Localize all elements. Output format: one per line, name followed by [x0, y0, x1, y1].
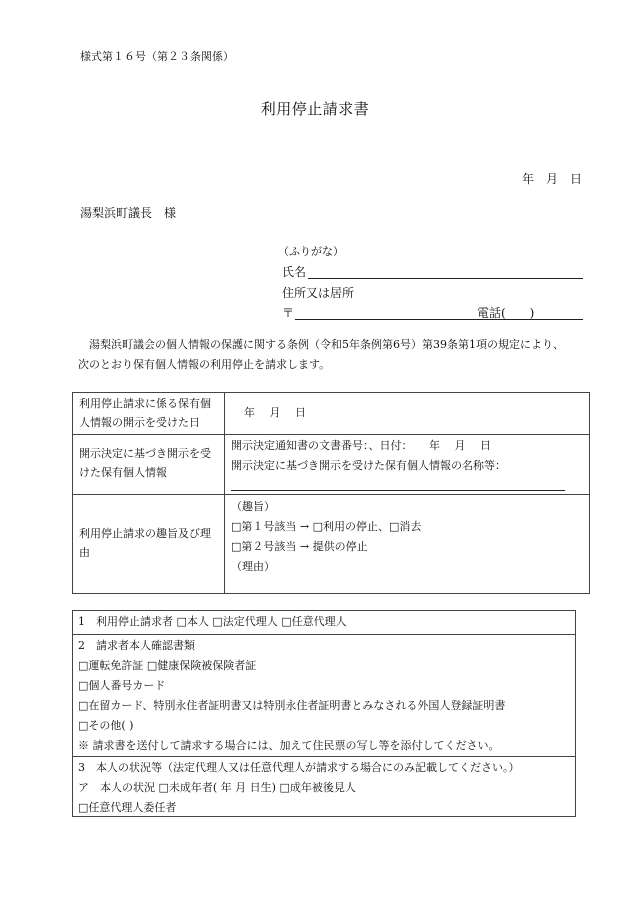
purpose-option-2[interactable]: □第２号該当 → 提供の停止 [231, 540, 368, 553]
postal-mark: 〒 [282, 306, 295, 320]
row2-label-2: けた保有個人情報 [79, 466, 167, 479]
notice-document-number[interactable]: 開示決定通知書の文書番号：、日付： 年 月 日 [231, 439, 491, 452]
date-line: 年 月 日 [521, 172, 582, 186]
principal-delegator-option[interactable]: □任意代理人委任者 [78, 801, 177, 814]
table-divider [72, 756, 576, 757]
id-document-option-4[interactable]: □その他( ) [78, 719, 134, 732]
table-divider [72, 494, 590, 495]
disclosed-info-name[interactable]: 開示決定に基づき開示を受けた保有個人情報の名称等： [231, 459, 506, 472]
form-number: 様式第１６号（第２３条関係） [80, 50, 234, 63]
id-document-option-3[interactable]: □在留カード、特別永住者証明書又は特別永住者証明書とみなされる外国人登録証明書 [78, 699, 506, 712]
address-field[interactable] [295, 319, 583, 320]
row3-label-2: 由 [79, 546, 90, 559]
disclosed-info-field[interactable] [231, 490, 565, 491]
phone-label: 電話( ) [477, 306, 535, 320]
row1-label-1: 利用停止請求に係る保有個 [79, 397, 211, 410]
reason-heading: （理由） [231, 560, 275, 573]
disclosure-date[interactable]: 年 月 日 [244, 406, 306, 419]
page-title: 利用停止請求書 [260, 100, 370, 118]
principal-status-heading: 3 本人の状況等（法定代理人又は任意代理人が請求する場合にのみ記載してください。） [78, 761, 520, 774]
row1-label-2: 人情報の開示を受けた日 [79, 416, 200, 429]
table-divider [72, 434, 590, 435]
addressee: 湯梨浜町議長 様 [80, 206, 177, 220]
name-field[interactable] [308, 278, 583, 279]
principal-status-options[interactable]: ア 本人の状況 □未成年者( 年 月 日生) □成年被後見人 [78, 781, 356, 794]
intro-line-2: 次のとおり保有個人情報の利用停止を請求します。 [78, 358, 331, 371]
address-label: 住所又は居所 [282, 286, 355, 300]
intro-line-1: 湯梨浜町議会の個人情報の保護に関する条例（令和5年条例第6号）第39条第1項の規定により、 [78, 338, 564, 351]
requester-type[interactable]: 1 利用停止請求者 □本人 □法定代理人 □任意代理人 [78, 615, 347, 628]
id-document-note: ※ 請求書を送付して請求する場合には、加えて住民票の写し等を添付してください。 [78, 739, 500, 752]
id-document-option-1[interactable]: □運転免許証 □健康保険被保険者証 [78, 659, 257, 672]
name-label: 氏名 [282, 265, 307, 279]
table-divider [72, 634, 576, 635]
furigana-label: （ふりがな） [278, 245, 344, 258]
id-document-option-2[interactable]: □個人番号カード [78, 679, 166, 692]
purpose-heading: （趣旨） [231, 500, 275, 513]
table-divider [224, 392, 225, 594]
purpose-option-1[interactable]: □第１号該当 → □利用の停止、□消去 [231, 520, 422, 533]
id-documents-heading: 2 請求者本人確認書類 [78, 639, 195, 652]
row3-label-1: 利用停止請求の趣旨及び理 [79, 527, 211, 540]
row2-label-1: 開示決定に基づき開示を受 [79, 447, 211, 460]
